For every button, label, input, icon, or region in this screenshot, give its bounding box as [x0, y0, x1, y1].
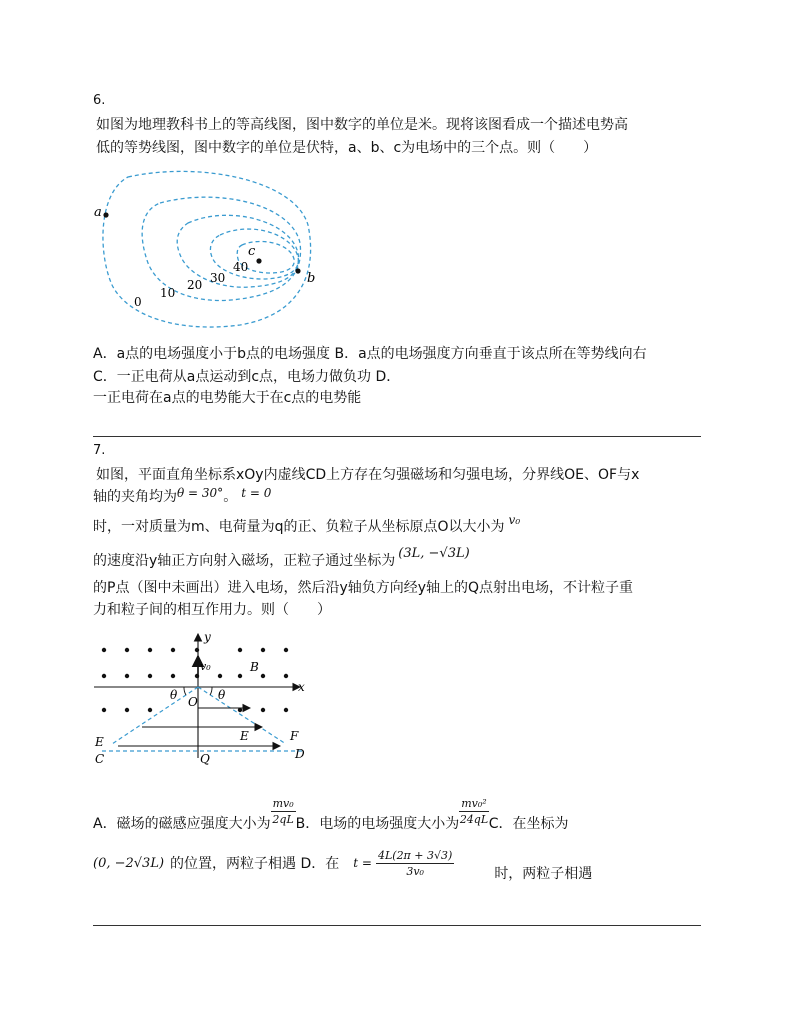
- q7-options-abc: [93, 789, 569, 839]
- q7-line4-text: 的速度沿y轴正方向射入磁场，正粒子通过坐标为: [93, 553, 396, 569]
- label-origin: O: [188, 695, 198, 709]
- option-d-denominator: 3v₀: [406, 864, 424, 878]
- label-b-field: B: [250, 660, 259, 674]
- q6-options-line2: C．一正电荷从a点运动到c点，电场力做负功 D．: [93, 369, 401, 385]
- boundary-oe: [112, 687, 198, 744]
- label-point-c: C: [95, 752, 105, 766]
- q6-stem-line2: 低的等势线图，图中数字的单位是伏特，a、b、c为电场中的三个点。则（ ）: [96, 140, 598, 156]
- option-c-text: C．在坐标为: [488, 816, 569, 832]
- q7-field-figure: [90, 628, 320, 768]
- option-b-text: B．电场的电场强度大小为: [295, 816, 460, 832]
- option-a-denominator: 2qL: [272, 813, 294, 826]
- divider-line: [93, 436, 701, 437]
- option-c-tail: 的位置，两粒子相遇 D．在: [170, 856, 340, 872]
- label-e-field: E: [240, 729, 249, 743]
- contour-label-0: 0: [134, 295, 142, 309]
- q7-line2-text: 轴的夹角均为: [93, 489, 177, 505]
- option-b-denominator: 24qL: [459, 813, 489, 826]
- q7-line5: 的P点（图中未画出）进入电场，然后沿y轴负方向经y轴上的Q点射出电场，不计粒子重: [93, 580, 634, 596]
- option-a-fraction: [271, 798, 296, 825]
- q6-stem-line1: 如图为地理教科书上的等高线图，图中数字的单位是米。现将该图看成一个描述电势高: [96, 117, 628, 133]
- option-c-coordinate: (0, −2√3L): [93, 855, 165, 871]
- q7-line2: [93, 486, 271, 506]
- option-a-text: A．磁场的磁感应强度大小为: [93, 816, 271, 832]
- v0-symbol: v₀: [508, 513, 521, 527]
- q7-number: 7.: [93, 443, 106, 458]
- q6-options-line1: A．a点的电场强度小于b点的电场强度 B．a点的电场强度方向垂直于该点所在等势线向右: [93, 346, 647, 362]
- label-y-axis: y: [204, 630, 211, 644]
- q7-line1: 如图，平面直角坐标系xOy内虚线CD上方存在匀强磁场和匀强电场，分界线OE、OF与x: [96, 467, 640, 483]
- q7-line6: 力和粒子间的相互作用力。则（ ）: [93, 602, 331, 618]
- point-c-marker: [256, 258, 261, 263]
- label-point-q: Q: [200, 752, 210, 766]
- contour-label-30: 30: [210, 271, 226, 285]
- label-x-axis: x: [298, 680, 305, 694]
- option-d-lhs: t =: [353, 856, 372, 870]
- option-d-fraction: [376, 850, 454, 877]
- q6-equipotential-figure: [90, 165, 320, 335]
- option-a-numerator: mv₀: [272, 797, 294, 810]
- option-d-numerator: 4L(2π + 3√3): [377, 848, 453, 862]
- q7-options-cd: [93, 838, 592, 888]
- separator: 。: [223, 489, 238, 505]
- option-b-fraction: [459, 798, 488, 825]
- time-expression: t = 0: [241, 486, 272, 500]
- bottom-divider: [93, 925, 701, 926]
- q6-number: 6.: [93, 93, 106, 108]
- q7-line4: [93, 546, 470, 570]
- q7-line3: [93, 513, 521, 536]
- label-b: b: [307, 271, 316, 286]
- point-p-coordinate: (3L, −√3L): [398, 546, 470, 561]
- q6-options-line3: 一正电荷在a点的电势能大于在c点的电势能: [93, 390, 362, 406]
- point-b-marker: [295, 268, 300, 273]
- label-a: a: [94, 205, 102, 220]
- label-theta-right: θ: [218, 688, 226, 702]
- label-point-e: E: [95, 735, 104, 749]
- contour-label-40: 40: [233, 260, 249, 274]
- label-point-f: F: [290, 729, 299, 743]
- contour-label-20: 20: [187, 278, 203, 292]
- label-c: c: [248, 244, 256, 259]
- angle-expression: θ = 30°: [177, 486, 224, 500]
- contour-label-10: 10: [160, 286, 176, 300]
- label-theta-left: θ: [170, 688, 178, 702]
- option-d-tail: 时，两粒子相遇: [494, 866, 593, 882]
- label-point-d: D: [295, 747, 305, 761]
- point-a-marker: [103, 212, 108, 217]
- label-v0: v₀: [200, 660, 211, 673]
- q7-line3-text: 时，一对质量为m、电荷量为q的正、负粒子从坐标原点O以大小为: [93, 519, 505, 535]
- option-b-numerator: mv₀²: [461, 797, 487, 810]
